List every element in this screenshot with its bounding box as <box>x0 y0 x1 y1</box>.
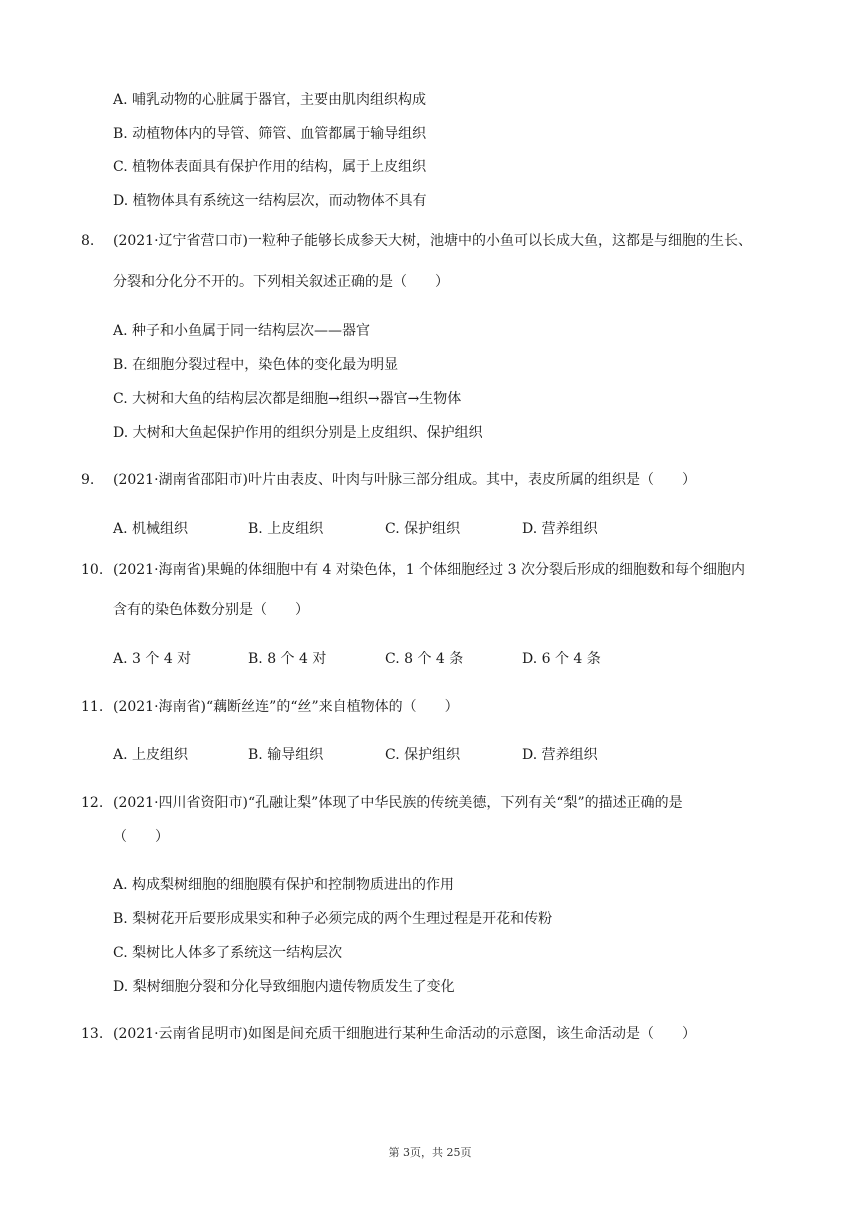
q9-stem-line-1: (2021·湖南省邵阳市)叶片由表皮、叶肉与叶脉三部分组成。其中，表皮所属的组织是（ ） <box>113 472 697 488</box>
page-footer: 第 3页，共 25页 <box>388 1146 472 1159</box>
q11-option-c: C. 保护组织 <box>385 747 461 763</box>
q7-option-a: A. 哺乳动物的心脏属于器官，主要由肌肉组织构成 <box>113 92 427 108</box>
q11-option-a: A. 上皮组织 <box>113 747 189 763</box>
q8-option-c: C. 大树和大鱼的结构层次都是细胞→组织→器官→生物体 <box>113 391 462 407</box>
q11-stem-line-1: (2021·海南省)“藕断丝连”的“丝”来自植物体的（ ） <box>113 699 459 715</box>
q12-option-c: C. 梨树比人体多了系统这一结构层次 <box>113 945 343 961</box>
q9-option-c: C. 保护组织 <box>385 521 461 537</box>
q12-number: 12. <box>81 795 104 811</box>
q10-stem-line-2: 含有的染色体数分别是（ ） <box>113 602 309 618</box>
q8-number: 8. <box>81 233 95 249</box>
q8-option-d: D. 大树和大鱼起保护作用的组织分别是上皮组织、保护组织 <box>113 425 483 441</box>
q12-option-a: A. 构成梨树细胞的细胞膜有保护和控制物质进出的作用 <box>113 877 455 893</box>
q9-option-a: A. 机械组织 <box>113 521 189 537</box>
q7-option-b: B. 动植物体内的导管、筛管、血管都属于输导组织 <box>113 126 427 142</box>
q8-stem-line-1: (2021·辽宁省营口市)一粒种子能够长成参天大树，池塘中的小鱼可以长成大鱼，这都是与细胞的生长、 <box>113 233 753 249</box>
q10-option-d: D. 6 个 4 条 <box>522 651 601 667</box>
q9-number: 9. <box>81 472 95 488</box>
q13-number: 13. <box>81 1026 104 1042</box>
q8-option-a: A. 种子和小鱼属于同一结构层次——器官 <box>113 323 371 339</box>
q13-stem-line-1: (2021·云南省昆明市)如图是间充质干细胞进行某种生命活动的示意图，该生命活动是（ ） <box>113 1026 697 1042</box>
q11-option-b: B. 输导组织 <box>248 747 324 763</box>
q12-stem-line-1: (2021·四川省资阳市)“孔融让梨”体现了中华民族的传统美德，下列有关“梨”的描述正确的是 <box>113 795 683 811</box>
q10-option-b: B. 8 个 4 对 <box>248 651 327 667</box>
q8-stem-line-2: 分裂和分化分不开的。下列相关叙述正确的是（ ） <box>113 274 449 290</box>
q12-option-b: B. 梨树花开后要形成果实和种子必须完成的两个生理过程是开花和传粉 <box>113 911 553 927</box>
q10-option-c: C. 8 个 4 条 <box>385 651 464 667</box>
q11-option-d: D. 营养组织 <box>522 747 598 763</box>
q10-number: 10. <box>81 562 104 578</box>
q10-stem-line-1: (2021·海南省)果蝇的体细胞中有 4 对染色体，1 个体细胞经过 3 次分裂后形成的细胞数和每个细胞内 <box>113 562 745 578</box>
q11-number: 11. <box>81 699 104 715</box>
q10-option-a: A. 3 个 4 对 <box>113 651 192 667</box>
q8-option-b: B. 在细胞分裂过程中，染色体的变化最为明显 <box>113 357 399 373</box>
q7-option-c: C. 植物体表面具有保护作用的结构，属于上皮组织 <box>113 159 427 175</box>
q9-option-d: D. 营养组织 <box>522 521 598 537</box>
q12-option-d: D. 梨树细胞分裂和分化导致细胞内遗传物质发生了变化 <box>113 979 455 995</box>
q9-option-b: B. 上皮组织 <box>248 521 324 537</box>
q12-stem-line-2: （ ） <box>113 829 169 845</box>
q7-option-d: D. 植物体具有系统这一结构层次，而动物体不具有 <box>113 193 427 209</box>
